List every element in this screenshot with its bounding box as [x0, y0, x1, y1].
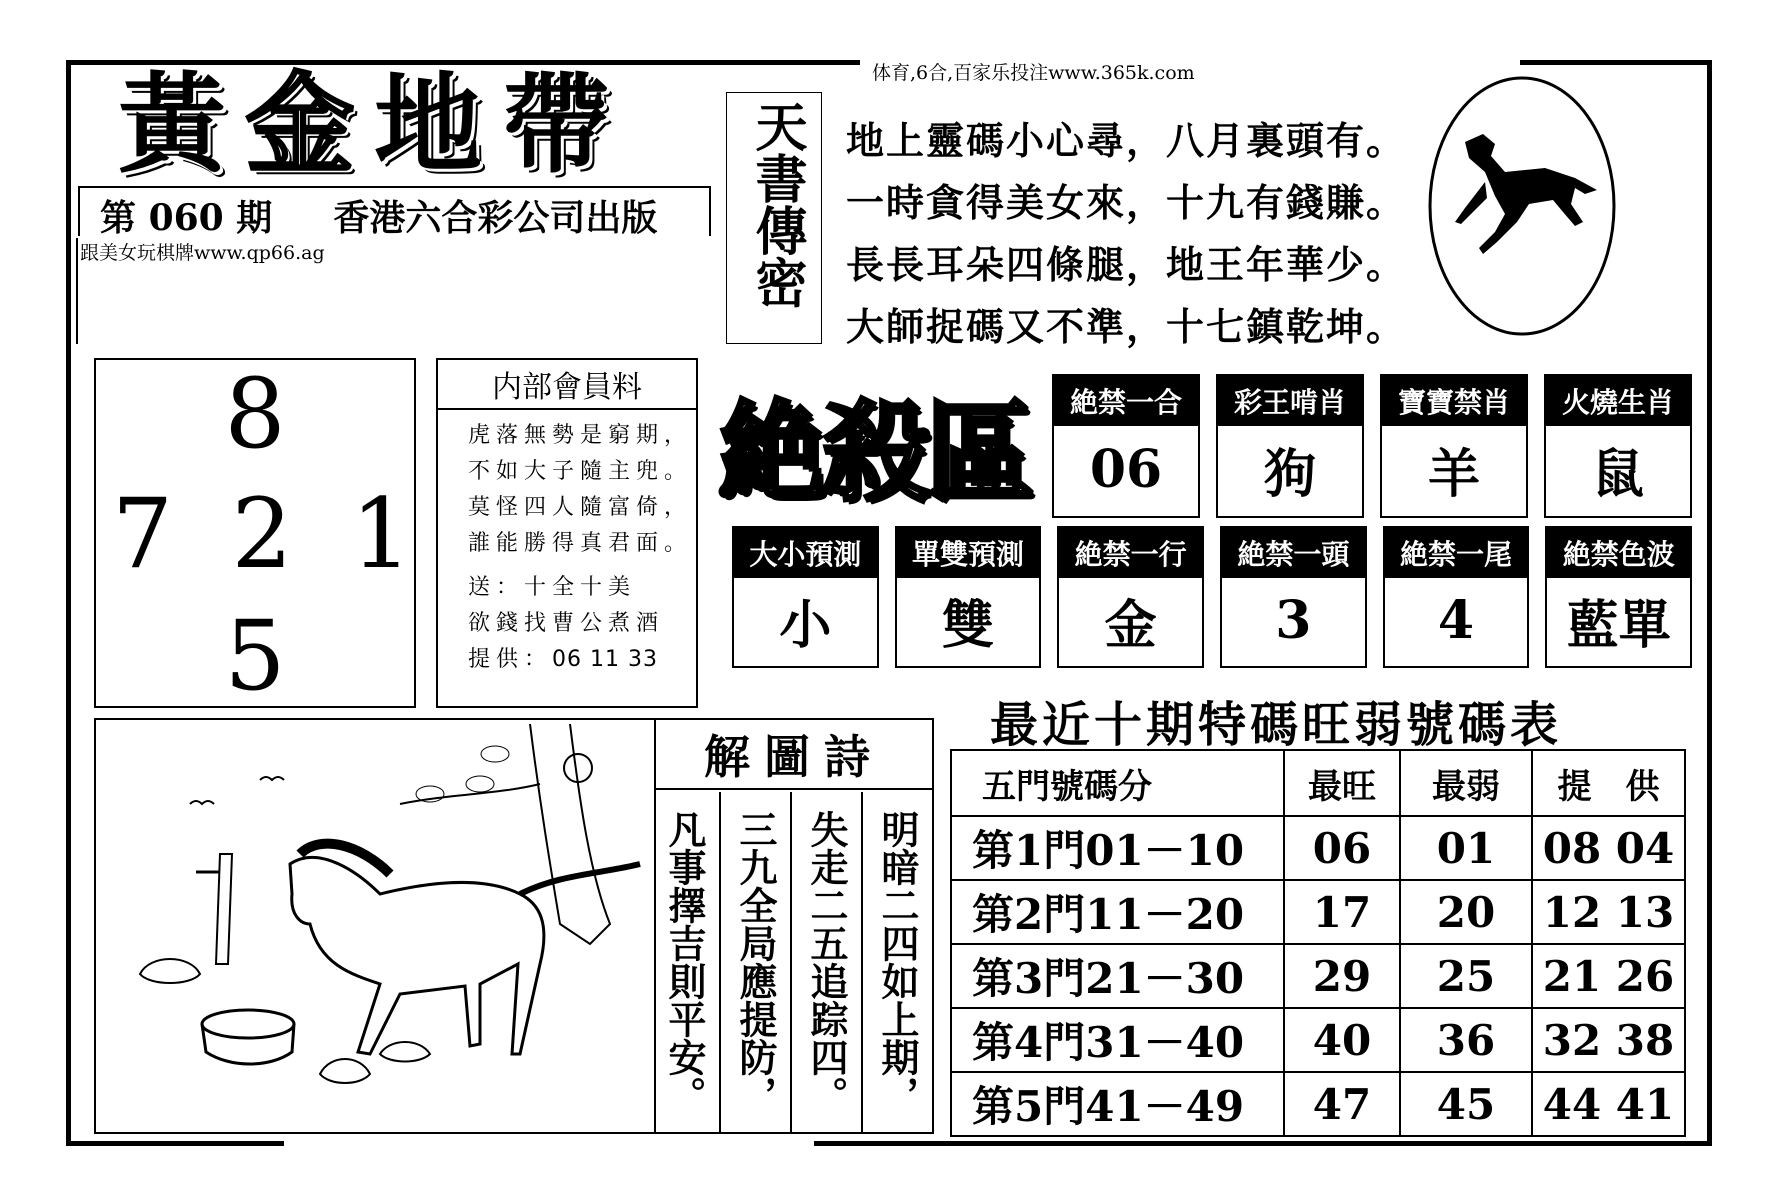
- riddle-column: 明暗二四如上期，: [861, 792, 932, 1132]
- kill-cell-header: 絶禁一尾: [1385, 528, 1528, 578]
- kill-cell-header: 絶禁一行: [1059, 528, 1202, 578]
- table-cell: 06: [1284, 816, 1400, 880]
- kill-cell: [1216, 374, 1364, 518]
- table-cell: 21 26: [1532, 944, 1685, 1008]
- kill-cell: [1380, 374, 1528, 518]
- provide-value: 06 11 33: [552, 647, 658, 672]
- lucky-number-top: 8: [224, 358, 286, 470]
- riddle-title: 解圖詩: [654, 720, 934, 790]
- horse-emblem: [1425, 72, 1620, 340]
- heavenly-title: 天書傳密: [746, 100, 807, 308]
- table-cell: 44 41: [1532, 1072, 1685, 1136]
- kill-zone-row2: [732, 526, 1692, 664]
- table-title: 最近十期特碼旺弱號碼表: [990, 697, 1563, 753]
- table-row: [951, 1008, 1685, 1072]
- kill-cell-value: 羊: [1427, 443, 1480, 505]
- member-title: 内部會員料: [436, 360, 698, 410]
- lucky-number-bottom: 5: [224, 600, 286, 712]
- table-cell: 12 13: [1532, 880, 1685, 944]
- table-row: [951, 880, 1685, 944]
- poem-line: 地上靈碼小心尋，八月裏頭有。: [846, 118, 1407, 163]
- member-line: 虎落無勢是窮期，: [468, 423, 693, 448]
- kill-cell-value: 小: [779, 594, 832, 656]
- top-ad-text: 体育,6合,百家乐投注www.365k.com: [872, 62, 1195, 84]
- kill-cell: [1220, 526, 1367, 668]
- member-wine: 欲錢找曹公煮酒: [468, 611, 665, 636]
- provide-label: 提供：: [468, 647, 553, 672]
- table-header: 最弱: [1400, 750, 1532, 816]
- title-char: 金: [246, 62, 357, 188]
- riddle-column: 凡事擇吉則平安。: [662, 810, 707, 1114]
- table-cell: 第5門41－49: [951, 1072, 1284, 1136]
- kill-cell: [1545, 526, 1692, 668]
- kill-cell: [1052, 374, 1200, 518]
- table-cell: 08 04: [1532, 816, 1685, 880]
- title-char: 帶: [502, 62, 613, 188]
- member-line: 不如大子隨主兜。: [468, 459, 693, 484]
- kill-cell: [1383, 526, 1530, 668]
- issue-number: 060: [148, 197, 224, 239]
- kill-cell-value: 雙: [942, 594, 995, 656]
- kill-cell-header: 絶禁一頭: [1222, 528, 1365, 578]
- kill-cell: [1057, 526, 1204, 668]
- table-cell: 第3門21－30: [951, 944, 1284, 1008]
- kill-cell-header: 單雙預測: [897, 528, 1040, 578]
- kill-zone-title: 絶殺區: [718, 390, 1031, 516]
- left-bracket: [76, 238, 80, 344]
- member-line: 誰能勝得真君面。: [468, 531, 693, 556]
- kill-cell-value: 金: [1104, 594, 1157, 656]
- poem-line: 長長耳朵四條腿，地王年華少。: [846, 242, 1407, 287]
- riddle-column: 三九全局應提防，: [719, 792, 790, 1132]
- riddle-columns: [656, 792, 932, 1132]
- kill-cell-header: 絶禁一合: [1054, 376, 1198, 426]
- table-cell: 40: [1284, 1008, 1400, 1072]
- table-cell: 01: [1400, 816, 1532, 880]
- table-cell: 25: [1400, 944, 1532, 1008]
- table-cell: 47: [1284, 1072, 1400, 1136]
- kill-cell-header: 絶禁色波: [1547, 528, 1690, 578]
- table-cell: 17: [1284, 880, 1400, 944]
- kill-cell-header: 彩王啃肖: [1218, 376, 1362, 426]
- table-row: [951, 1072, 1685, 1136]
- table-cell: 第4門31－40: [951, 1008, 1284, 1072]
- member-provide: [468, 642, 692, 678]
- table-header: 提 供: [1532, 750, 1685, 816]
- member-lines: [468, 418, 692, 678]
- kill-zone-row1: [1052, 374, 1692, 514]
- kill-cell-header: 寶寶禁肖: [1382, 376, 1526, 426]
- kill-cell-value: 4: [1437, 589, 1475, 651]
- kill-cell-value: 狗: [1263, 443, 1316, 505]
- table-header: 五門號碼分: [951, 750, 1284, 816]
- kill-cell-value: 06: [1089, 438, 1163, 500]
- lucky-number: 2: [231, 478, 293, 590]
- publisher: 香港六合彩公司出版: [333, 197, 658, 239]
- table-row: [951, 816, 1685, 880]
- issue-suffix: 期: [236, 197, 273, 239]
- table-cell: 20: [1400, 880, 1532, 944]
- horse-illustration: [120, 724, 650, 1124]
- poem-line: 大師捉碼又不準，十七鎮乾坤。: [846, 304, 1407, 349]
- kill-cell-value: 藍單: [1566, 594, 1671, 656]
- lucky-number: 7: [112, 478, 174, 590]
- table-cell: 29: [1284, 944, 1400, 1008]
- table-cell: 第1門01－10: [951, 816, 1284, 880]
- kill-cell-value: 鼠: [1591, 443, 1644, 505]
- heavenly-poem: [846, 110, 1406, 358]
- table-header-row: [951, 750, 1685, 816]
- table-cell: 32 38: [1532, 1008, 1685, 1072]
- table-cell: 36: [1400, 1008, 1532, 1072]
- table-cell: 45: [1400, 1072, 1532, 1136]
- left-ad-text: 跟美女玩棋牌www.qp66.ag: [80, 242, 325, 264]
- table-header: 最旺: [1284, 750, 1400, 816]
- member-line: 莫怪四人隨富倚，: [468, 495, 693, 520]
- kill-cell: [732, 526, 879, 668]
- riddle-column: 失走二五追踪四。: [790, 792, 861, 1132]
- kill-cell-header: 火燒生肖: [1546, 376, 1690, 426]
- kill-cell: [895, 526, 1042, 668]
- frame-gap-bottom: [284, 1138, 814, 1152]
- hot-cold-table: [950, 749, 1686, 1137]
- issue-line: [100, 190, 657, 241]
- member-gift: 送：十全十美: [468, 575, 637, 600]
- kill-cell: [1544, 374, 1692, 518]
- table-row: [951, 944, 1685, 1008]
- issue-prefix: 第: [100, 197, 137, 239]
- kill-cell-value: 3: [1275, 589, 1312, 651]
- lucky-number-middle-row: [112, 478, 412, 590]
- kill-cell-header: 大小預測: [734, 528, 877, 578]
- table-cell: 第2門11－20: [951, 880, 1284, 944]
- title-char: 黃: [118, 62, 229, 188]
- lucky-number: 1: [350, 478, 412, 590]
- page-title: [118, 62, 698, 188]
- title-char: 地: [374, 62, 485, 188]
- poem-line: 一時貪得美女來，十九有錢賺。: [846, 180, 1407, 225]
